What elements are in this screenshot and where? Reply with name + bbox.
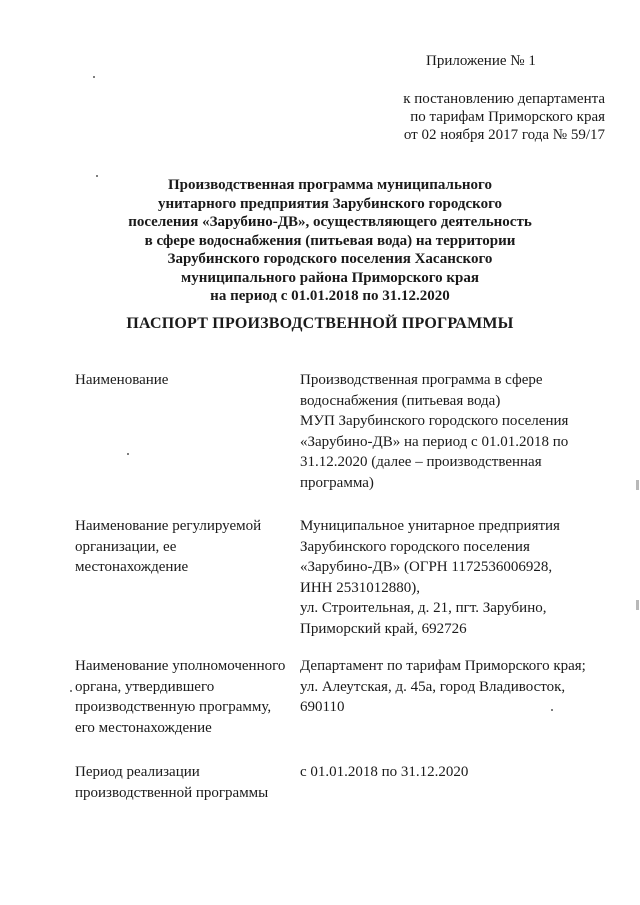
- value-line: водоснабжения (питьевая вода): [300, 392, 501, 409]
- scan-speck: [93, 76, 95, 78]
- label-line: производственной программы: [75, 784, 269, 801]
- row-value: [300, 516, 600, 639]
- label-line: Период реализации: [75, 764, 200, 780]
- label-line: Наименование регулируемой: [75, 518, 262, 534]
- label-line: производственную программу,: [75, 699, 272, 715]
- appendix-line: по тарифам Приморского края: [410, 109, 605, 125]
- row-value: [300, 656, 600, 718]
- label-line: местонахождение: [75, 559, 189, 575]
- row-label: [75, 516, 295, 578]
- appendix-line: к постановлению департамента: [403, 91, 605, 107]
- value-line: МУП Зарубинского городского поселения: [300, 413, 569, 429]
- label-line: Наименование уполномоченного: [75, 658, 286, 674]
- heading-line: в сфере водоснабжения (питьевая вода) на территории: [144, 232, 516, 249]
- heading-line: Производственная программа муниципального: [168, 177, 492, 193]
- label-line: Наименование: [75, 372, 169, 388]
- scan-speck: [551, 709, 553, 711]
- value-line: «Зарубино-ДВ» (ОГРН 1172536006928,: [300, 559, 553, 575]
- scan-speck: [70, 690, 72, 692]
- value-line: ул. Алеутская, д. 45а, город Владивосток,: [300, 678, 566, 695]
- value-line: ИНН 2531012880),: [300, 579, 420, 596]
- passport-title: ПАСПОРТ ПРОИЗВОДСТВЕННОЙ ПРОГРАММЫ: [126, 315, 514, 332]
- appendix-line: от 02 ноября 2017 года № 59/17: [403, 127, 605, 143]
- value-line: 690110: [300, 699, 345, 715]
- heading-line: муниципального района Приморского края: [180, 269, 480, 286]
- value-line: с 01.01.2018 по 31.12.2020: [300, 764, 469, 780]
- heading-line: поселения «Зарубино-ДВ», осуществляющего деятельность: [128, 214, 532, 230]
- scan-edge-mark: [636, 480, 639, 490]
- heading-line: Зарубинского городского поселения Хасанского: [167, 251, 493, 267]
- scan-edge-mark: [636, 600, 639, 610]
- row-label: [75, 762, 295, 803]
- label-line: его местонахождение: [75, 719, 212, 736]
- label-line: органа, утвердившего: [75, 678, 215, 695]
- value-line: программа): [300, 474, 374, 491]
- row-label: [75, 656, 295, 738]
- value-line: «Зарубино-ДВ» на период с 01.01.2018 по: [300, 433, 569, 450]
- appendix-reference: [375, 90, 605, 144]
- value-line: Зарубинского городского поселения: [300, 538, 530, 555]
- label-line: организации, ее: [75, 538, 177, 555]
- row-value: [300, 762, 600, 783]
- value-line: Департамент по тарифам Приморского края;: [300, 658, 586, 674]
- heading-line: на период с 01.01.2018 по 31.12.2020: [210, 288, 450, 304]
- appendix-title: Приложение № 1: [426, 53, 536, 69]
- heading-line: унитарного предприятия Зарубинского городского: [157, 195, 503, 212]
- scan-speck: [96, 175, 98, 177]
- value-line: ул. Строительная, д. 21, пгт. Зарубино,: [300, 600, 547, 616]
- value-line: Производственная программа в сфере: [300, 372, 543, 388]
- scan-speck: [127, 453, 129, 455]
- value-line: Приморский край, 692726: [300, 620, 467, 637]
- row-label: [75, 370, 295, 391]
- document-heading: [100, 176, 560, 306]
- value-line: 31.12.2020 (далее – производственная: [300, 454, 542, 470]
- value-line: Муниципальное унитарное предприятия: [300, 518, 560, 534]
- row-value: [300, 370, 600, 493]
